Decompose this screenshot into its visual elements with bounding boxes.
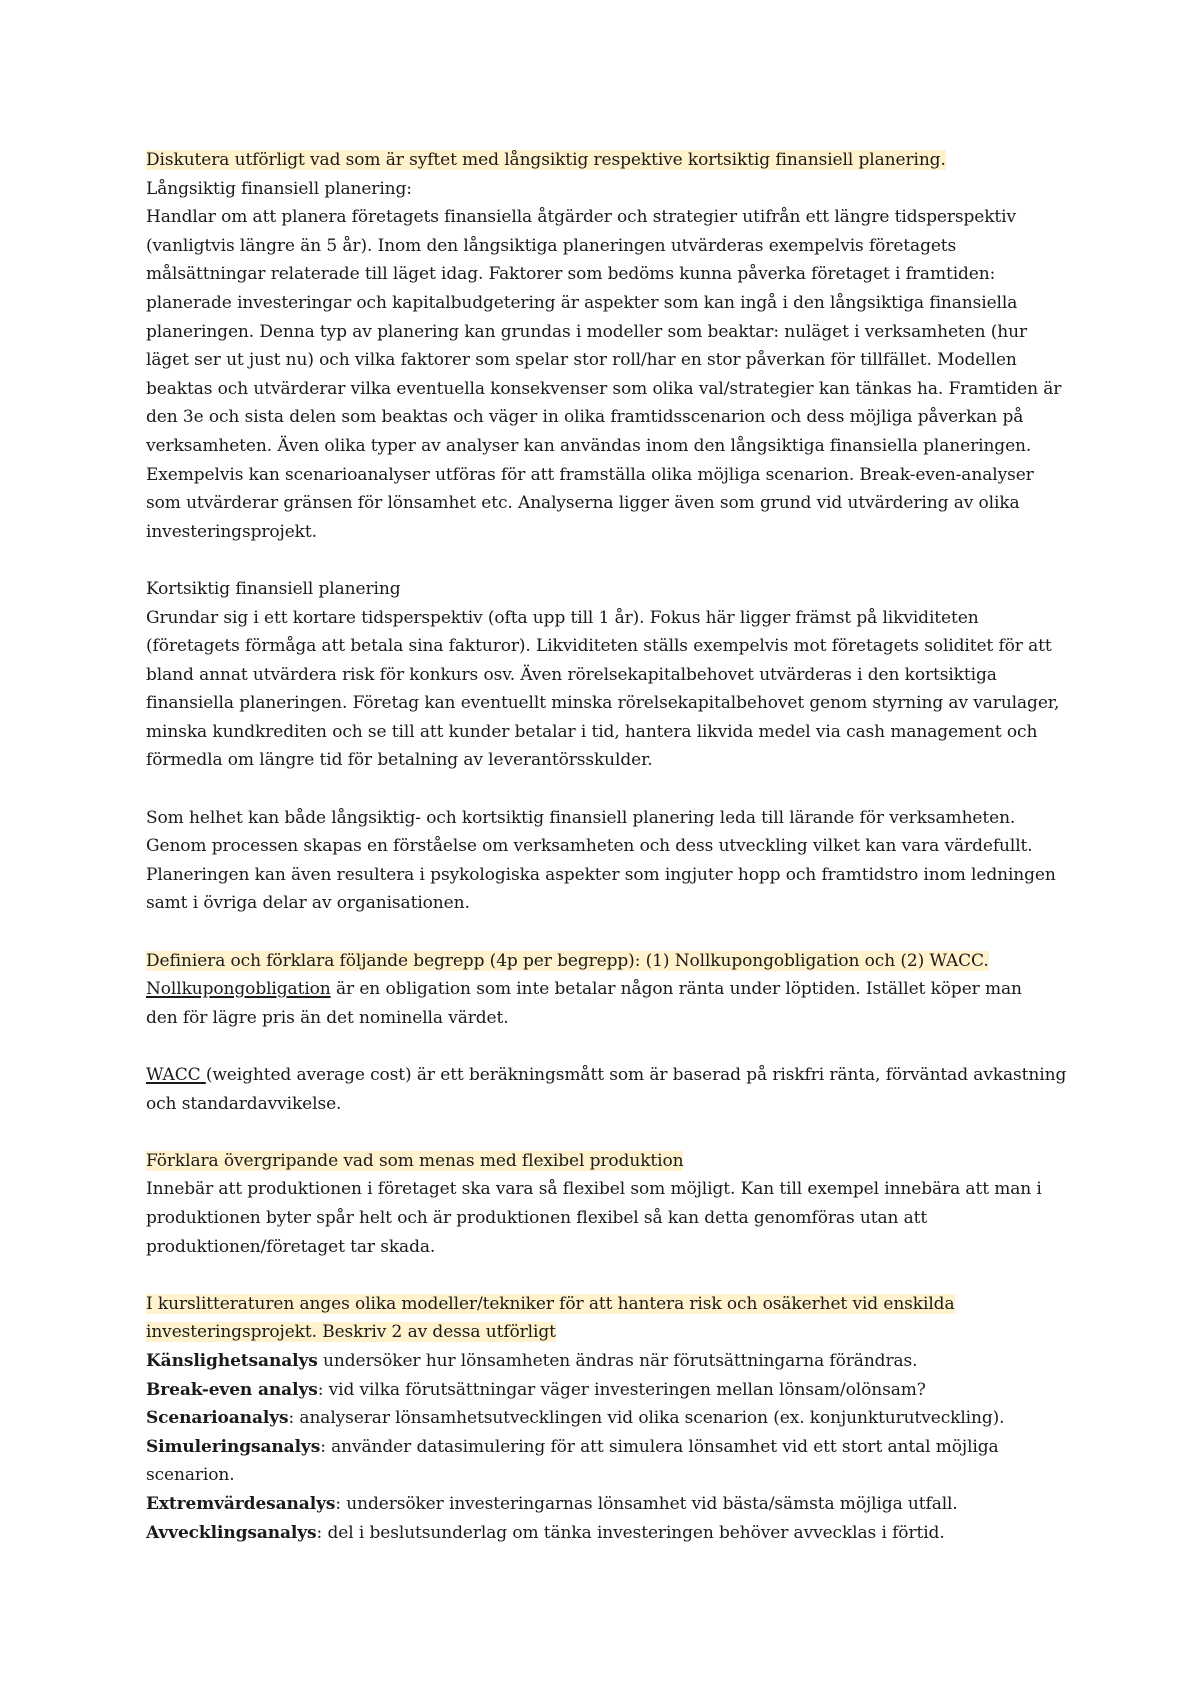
list-item-term: Extremvärdesanalys <box>146 1493 336 1514</box>
paragraph-line: (vanligtvis längre än 5 år). Inom den långsiktiga planeringen utvärderas exempelvis företagets <box>146 235 957 256</box>
list-item-term: Scenarioanalys <box>146 1408 289 1429</box>
list-item <box>146 1376 1066 1405</box>
term-zero-coupon: Nollkupongobligation <box>146 979 331 1000</box>
paragraph-line: Genom processen skapas en förståelse om verksamheten och dess utveckling vilket kan vara värdefullt. <box>146 836 1033 857</box>
paragraph-line: verksamheten. Även olika typer av analyser kan användas inom den långsiktiga finansiella planeringen. <box>146 435 1032 456</box>
paragraph-line: och standardavvikelse. <box>146 1093 342 1114</box>
paragraph-line: investeringsprojekt. <box>146 521 317 542</box>
paragraph-line: bland annat utvärdera risk för konkurs osv. Även rörelsekapitalbehovet utvärderas i den kortsiktiga <box>146 664 997 685</box>
flexible-production-paragraph <box>146 1175 1066 1261</box>
short-term-heading: Kortsiktig finansiell planering <box>146 578 401 599</box>
long-term-paragraph <box>146 203 1066 546</box>
paragraph-line: målsättningar relaterade till läget idag. Faktorer som bedöms kunna påverka företaget i framtiden: <box>146 264 996 285</box>
long-term-heading: Långsiktig finansiell planering: <box>146 178 412 199</box>
term-zero-coupon-line <box>146 975 1066 1004</box>
list-item <box>146 1347 1066 1376</box>
paragraph-line: förmedla om längre tid för betalning av leverantörsskulder. <box>146 750 653 771</box>
paragraph-line: planeringen. Denna typ av planering kan grundas i modeller som beaktar: nuläget i verksamheten (hur <box>146 321 1028 342</box>
analysis-list <box>146 1347 1066 1547</box>
question-2-highlight: Definiera och förklara följande begrepp (4p per begrepp): (1) Nollkupongobligation och (2) WACC. <box>146 950 989 971</box>
blank-line <box>146 1261 1066 1290</box>
blank-line <box>146 546 1066 575</box>
question-2 <box>146 947 1066 976</box>
short-term-paragraph <box>146 604 1066 776</box>
paragraph-line: den för lägre pris än det nominella värdet. <box>146 1007 509 1028</box>
question-4-line-2 <box>146 1318 1066 1347</box>
list-item-description: : vid vilka förutsättningar väger investeringen mellan lönsam/olönsam? <box>317 1379 926 1400</box>
list-item-term: Avvecklingsanalys <box>146 1522 317 1543</box>
paragraph-line: beaktas och utvärderar vilka eventuella konsekvenser som olika val/strategier kan tänkas ha. Framtiden är <box>146 378 1062 399</box>
paragraph-line: Exempelvis kan scenarioanalyser utföras för att framställa olika möjliga scenarion. Break-even-analyser <box>146 464 1034 485</box>
blank-line <box>146 775 1066 804</box>
paragraph-line: finansiella planeringen. Företag kan eventuellt minska rörelsekapitalbehovet genom styrning av varulager, <box>146 693 1060 714</box>
paragraph-line: Planeringen kan även resultera i psykologiska aspekter som ingjuter hopp och framtidstro inom ledningen <box>146 864 1056 885</box>
paragraph-line: (företagets förmåga att betala sina fakturor). Likviditeten ställs exempelvis mot företagets soliditet för att <box>146 636 1052 657</box>
blank-line <box>146 918 1066 947</box>
summary-paragraph <box>146 804 1066 918</box>
term-zero-coupon-definition: är en obligation som inte betalar någon ränta under löptiden. Istället köper man <box>330 979 1022 1000</box>
question-4-highlight: I kurslitteraturen anges olika modeller/tekniker för att hantera risk och osäkerhet vid enskilda <box>146 1293 955 1314</box>
question-1 <box>146 146 1066 175</box>
list-item-description: : del i beslutsunderlag om tänka investeringen behöver avvecklas i förtid. <box>316 1522 945 1543</box>
question-4-line-1 <box>146 1290 1066 1319</box>
paragraph-line: Som helhet kan både långsiktig- och kortsiktig finansiell planering leda till lärande för verksamheten. <box>146 807 1016 828</box>
list-item <box>146 1433 1066 1462</box>
paragraph-line: samt i övriga delar av organisationen. <box>146 893 470 914</box>
document-page <box>146 146 1066 1547</box>
paragraph-line: den 3e och sista delen som beaktas och väger in olika framtidsscenarion och dess möjliga påverkan på <box>146 407 1024 428</box>
question-1-highlight: Diskutera utförligt vad som är syftet med långsiktig respektive kortsiktig finansiell planering. <box>146 150 946 170</box>
list-item-description: : analyserar lönsamhetsutvecklingen vid olika scenarion (ex. konjunkturutveckling). <box>288 1408 1005 1429</box>
question-3 <box>146 1147 1066 1176</box>
term-wacc-definition: (weighted average cost) är ett beräkningsmått som är baserad på riskfri ränta, förväntad avkastning <box>205 1065 1067 1085</box>
list-item-continuation: scenarion. <box>146 1465 235 1486</box>
paragraph-line: produktionen/företaget tar skada. <box>146 1236 436 1257</box>
list-item <box>146 1490 1066 1519</box>
term-wacc-line <box>146 1061 1066 1090</box>
list-item-description: : undersöker investeringarnas lönsamhet vid bästa/sämsta möjliga utfall. <box>335 1493 958 1514</box>
term-wacc: WACC <box>146 1065 206 1085</box>
list-item-term: Break-even analys <box>146 1379 318 1400</box>
list-item-term: Känslighetsanalys <box>146 1350 318 1371</box>
list-item-description: undersöker hur lönsamheten ändras när förutsättningarna förändras. <box>317 1350 918 1371</box>
question-3-highlight: Förklara övergripande vad som menas med flexibel produktion <box>146 1150 684 1171</box>
paragraph-line: planerade investeringar och kapitalbudgetering är aspekter som kan ingå i den långsiktiga finansiella <box>146 292 1018 313</box>
paragraph-line: som utvärderar gränsen för lönsamhet etc. Analyserna ligger även som grund vid utvärdering av olika <box>146 493 1020 514</box>
paragraph-line: Handlar om att planera företagets finansiella åtgärder och strategier utifrån ett längre tidsperspektiv <box>146 207 1017 228</box>
list-item <box>146 1404 1066 1433</box>
paragraph-line: minska kundkrediten och se till att kunder betalar i tid, hantera likvida medel via cash management och <box>146 721 1038 742</box>
list-item-term: Simuleringsanalys <box>146 1436 321 1457</box>
paragraph-line: Innebär att produktionen i företaget ska vara så flexibel som möjligt. Kan till exempel innebära att man i <box>146 1179 1042 1200</box>
paragraph-line: läget ser ut just nu) och vilka faktorer som spelar stor roll/har en stor påverkan för tillfället. Modellen <box>146 350 1017 371</box>
list-item-description: : använder datasimulering för att simulera lönsamhet vid ett stort antal möjliga <box>320 1436 999 1457</box>
blank-line <box>146 1032 1066 1061</box>
list-item <box>146 1519 1066 1548</box>
blank-line <box>146 1118 1066 1147</box>
paragraph-line: produktionen byter spår helt och är produktionen flexibel så kan detta genomföras utan att <box>146 1207 928 1228</box>
question-4-highlight: investeringsprojekt. Beskriv 2 av dessa utförligt <box>146 1322 556 1343</box>
paragraph-line: Grundar sig i ett kortare tidsperspektiv (ofta upp till 1 år). Fokus här ligger främst på likviditeten <box>146 607 979 628</box>
